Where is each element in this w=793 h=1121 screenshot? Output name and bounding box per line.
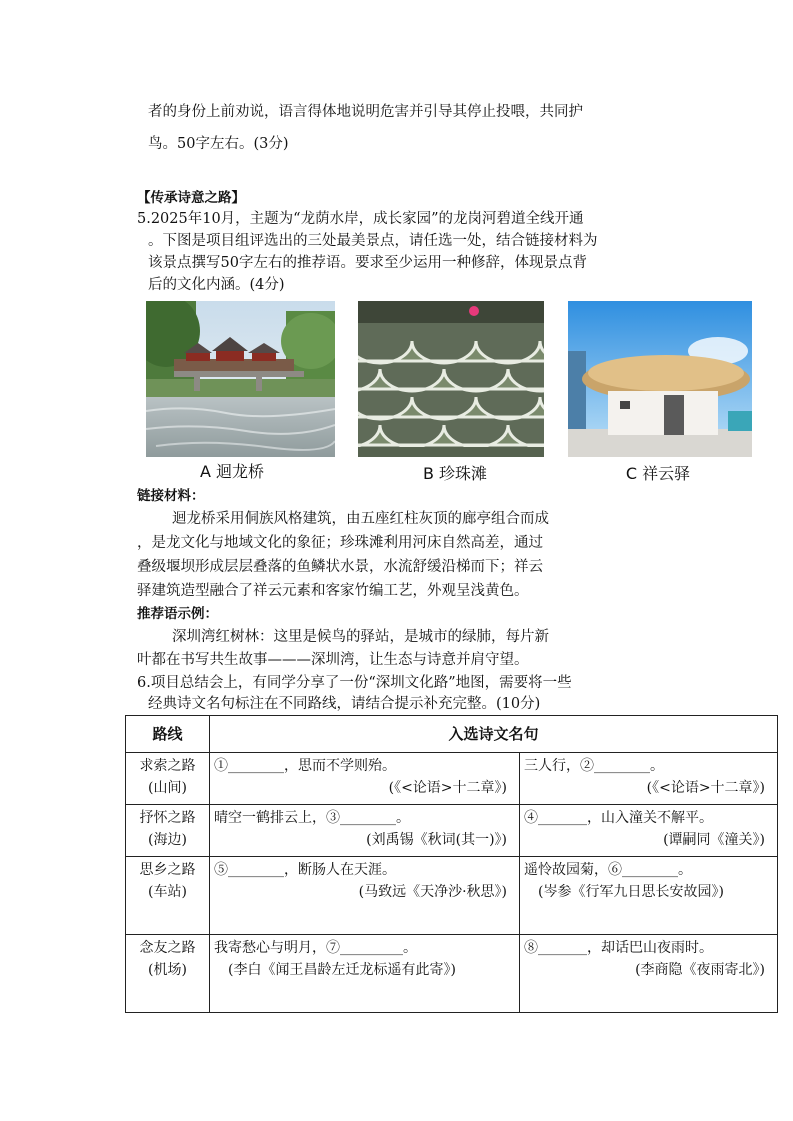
poem-text: 我寄愁心与明月，⑦_________。 [214, 940, 417, 956]
poem-cell-right[interactable] [520, 857, 778, 935]
route-place: (机场) [148, 962, 187, 978]
route-name: 思乡之路 [139, 862, 196, 878]
poem-source: (岑参《行军九日思长安故园》) [538, 884, 724, 900]
poem-source: (马致远《天净沙·秋思》) [358, 884, 507, 900]
caption-b: B 珍珠滩 [422, 464, 488, 483]
photo-fish-scale-weir [358, 301, 544, 457]
q5-line-2: 。下图是项目组评选出的三处最美景点，请任选一处，结合链接材料为 [148, 233, 598, 249]
q5-line-4: 后的文化内涵。(4分) [148, 277, 285, 293]
poem-source: (谭嗣同《潼关》) [663, 832, 766, 848]
intro-line-2: 鸟。50字左右。(3分) [148, 136, 289, 152]
link-line-1: 迴龙桥采用侗族风格建筑，由五座红柱灰顶的廊亭组合而成 [172, 511, 549, 527]
poem-source: (李商隐《夜雨寄北》) [635, 962, 766, 978]
route-cell [126, 857, 210, 935]
caption-a: A 迴龙桥 [199, 462, 265, 481]
poem-text: 晴空一鹤排云上，③________。 [214, 810, 410, 826]
q6-line-2: 经典诗文名句标注在不同路线，请结合提示补充完整。(10分) [148, 696, 541, 712]
route-place: (海边) [148, 832, 187, 848]
link-line-4: 驿建筑造型融合了祥云元素和客家竹编工艺，外观呈浅黄色。 [137, 583, 529, 599]
route-name: 抒怀之路 [139, 810, 196, 826]
poem-cell-right[interactable] [520, 935, 778, 1013]
header-poems: 入选诗文名句 [210, 716, 778, 753]
link-line-3: 叠级堰坝形成层层叠落的鱼鳞状水景，水流舒缓沿梯而下；祥云 [137, 559, 543, 575]
route-place: (车站) [148, 884, 187, 900]
route-name: 念友之路 [139, 940, 196, 956]
q5-line-3: 该景点撰写50字左右的推荐语。要求至少运用一种修辞，体现景点背 [148, 255, 587, 271]
example-label: 推荐语示例： [137, 606, 218, 622]
header-route: 路线 [126, 716, 210, 753]
poem-text: 遥怜故园菊，⑥________。 [524, 862, 692, 878]
photo-covered-bridge [146, 301, 335, 457]
poem-cell-left[interactable] [210, 857, 520, 935]
route-cell [126, 805, 210, 857]
poem-cell-right[interactable] [520, 753, 778, 805]
poem-text: 三人行，②________。 [524, 758, 664, 774]
poem-source: (刘禹锡《秋词(其一)》) [366, 832, 507, 848]
poem-source: (《<论语>十二章》) [646, 780, 766, 796]
poem-source: (李白《闻王昌龄左迁龙标遥有此寄》) [228, 962, 456, 978]
table-row [126, 805, 778, 857]
caption-c: C 祥云驿 [625, 464, 691, 483]
poem-text: ①________，思而不学则殆。 [214, 758, 396, 774]
table-header-row [126, 716, 778, 753]
photo-cloud-pavilion [568, 301, 752, 457]
q6-line-1: 6.项目总结会上，有同学分享了一份“深圳文化路”地图，需要将一些 [137, 675, 572, 691]
route-name: 求索之路 [139, 758, 196, 774]
example-line-2: 叶都在书写共生故事———深圳湾，让生态与诗意并肩守望。 [137, 652, 529, 668]
table-row [126, 857, 778, 935]
poem-cell-left[interactable] [210, 935, 520, 1013]
poem-text: ④_______，山入潼关不解平。 [524, 810, 713, 826]
poem-text: ⑧_______，却话巴山夜雨时。 [524, 940, 713, 956]
link-line-2: ，是龙文化与地域文化的象征；珍珠滩利用河床自然高差，通过 [137, 535, 543, 551]
poem-cell-left[interactable] [210, 753, 520, 805]
poem-table [125, 715, 778, 1013]
poem-cell-left[interactable] [210, 805, 520, 857]
poem-cell-right[interactable] [520, 805, 778, 857]
q5-line-1: 5.2025年10月，主题为“龙荫水岸，成长家园”的龙岗河碧道全线开通 [137, 211, 584, 227]
route-place: (山间) [148, 780, 187, 796]
intro-line-1: 者的身份上前劝说，语言得体地说明危害并引导其停止投喂，共同护 [148, 104, 583, 120]
section-title: 【传承诗意之路】 [137, 190, 245, 206]
poem-text: ⑤________，断肠人在天涯。 [214, 862, 396, 878]
route-cell [126, 935, 210, 1013]
link-label: 链接材料： [137, 488, 205, 504]
table-row [126, 753, 778, 805]
route-cell [126, 753, 210, 805]
poem-source: (《<论语>十二章》) [388, 780, 507, 796]
example-line-1: 深圳湾红树林：这里是候鸟的驿站，是城市的绿肺，每片新 [172, 629, 549, 645]
table-row [126, 935, 778, 1013]
